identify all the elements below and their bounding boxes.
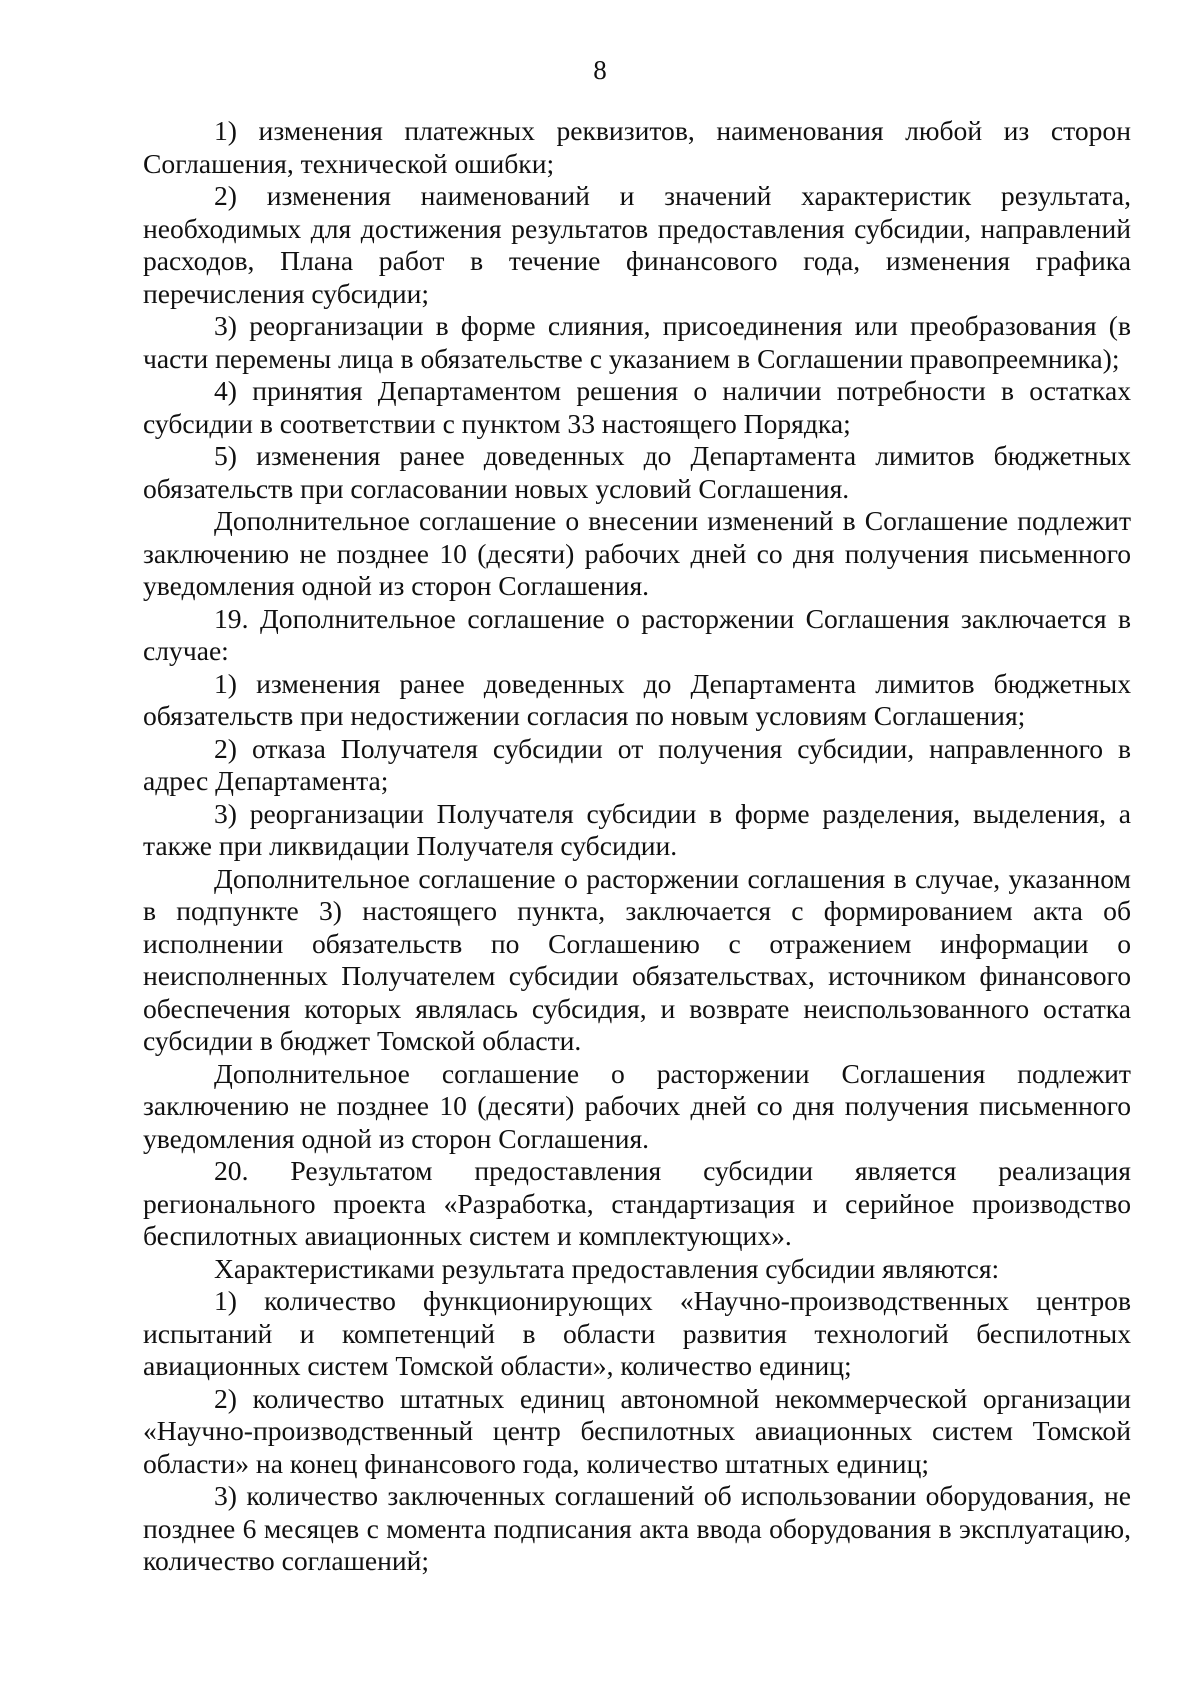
paragraph: Дополнительное соглашение о расторжении Соглашения подлежит заключению не позднее 10 (десяти) рабочих дней со дня получения письменного уведомления одной из сторон Соглашения. [143, 1057, 1131, 1154]
paragraph: 2) количество штатных единиц автономной некоммерческой организации «Научно-производственный центр беспилотных авиационных систем Томской области» на конец финансового года, количество штатных единиц; [143, 1382, 1131, 1479]
paragraph: 1) количество функционирующих «Научно-производственных центров испытаний и компетенций в области развития технологий беспилотных авиационных систем Томской области», количество единиц; [143, 1285, 1131, 1381]
paragraph: 5) изменения ранее доведенных до Департамента лимитов бюджетных обязательств при согласовании новых условий Соглашения. [143, 440, 1131, 504]
paragraph: 3) реорганизации в форме слияния, присоединения или преобразования (в части перемены лица в обязательстве с указанием в Соглашении правопреемника); [143, 310, 1131, 374]
paragraph: 1) изменения ранее доведенных до Департамента лимитов бюджетных обязательств при недостижении согласия по новым условиям Соглашения; [143, 667, 1131, 731]
page-number: 8 [593, 55, 607, 85]
paragraph: 1) изменения платежных реквизитов, наименования любой из сторон Соглашения, технической ошибки; [143, 115, 1131, 179]
paragraph: 3) количество заключенных соглашений об использовании оборудования, не позднее 6 месяцев с момента подписания акта ввода оборудования в эксплуатацию, количество соглашений; [143, 1480, 1131, 1576]
paragraph: 19. Дополнительное соглашение о расторжении Соглашения заключается в случае: [143, 602, 1131, 666]
paragraph: 2) отказа Получателя субсидии от получения субсидии, направленного в адрес Департамента; [143, 732, 1131, 796]
paragraph: Характеристиками результата предоставления субсидии являются: [214, 1252, 1000, 1284]
paragraph: 20. Результатом предоставления субсидии является реализация регионального проекта «Разработка, стандартизация и серийное производство беспилотных авиационных систем и комплектующих». [143, 1155, 1131, 1251]
paragraph: Дополнительное соглашение о внесении изменений в Соглашение подлежит заключению не позднее 10 (десяти) рабочих дней со дня получения письменного уведомления одной из сторон Соглашения. [143, 505, 1131, 601]
paragraph: 3) реорганизации Получателя субсидии в форме разделения, выделения, а также при ликвидации Получателя субсидии. [143, 797, 1131, 861]
document-body [143, 115, 1131, 1578]
paragraph: 2) изменения наименований и значений характеристик результата, необходимых для достижения результатов предоставления субсидии, направлений расходов, Плана работ в течение финансового года, изменения графика перечисления субсидии; [143, 180, 1131, 309]
paragraph: 4) принятия Департаментом решения о наличии потребности в остатках субсидии в соответствии с пунктом 33 настоящего Порядка; [143, 375, 1131, 439]
paragraph: Дополнительное соглашение о расторжении соглашения в случае, указанном в подпункте 3) настоящего пункта, заключается с формированием акта об исполнении обязательств по Соглашению с отражением информации о неисполненных Получателем субсидии обязательствах, источником финансового обеспечения которых являлась субсидия, и возврате неиспользованного остатка субсидии в бюджет Томской области. [143, 862, 1131, 1056]
